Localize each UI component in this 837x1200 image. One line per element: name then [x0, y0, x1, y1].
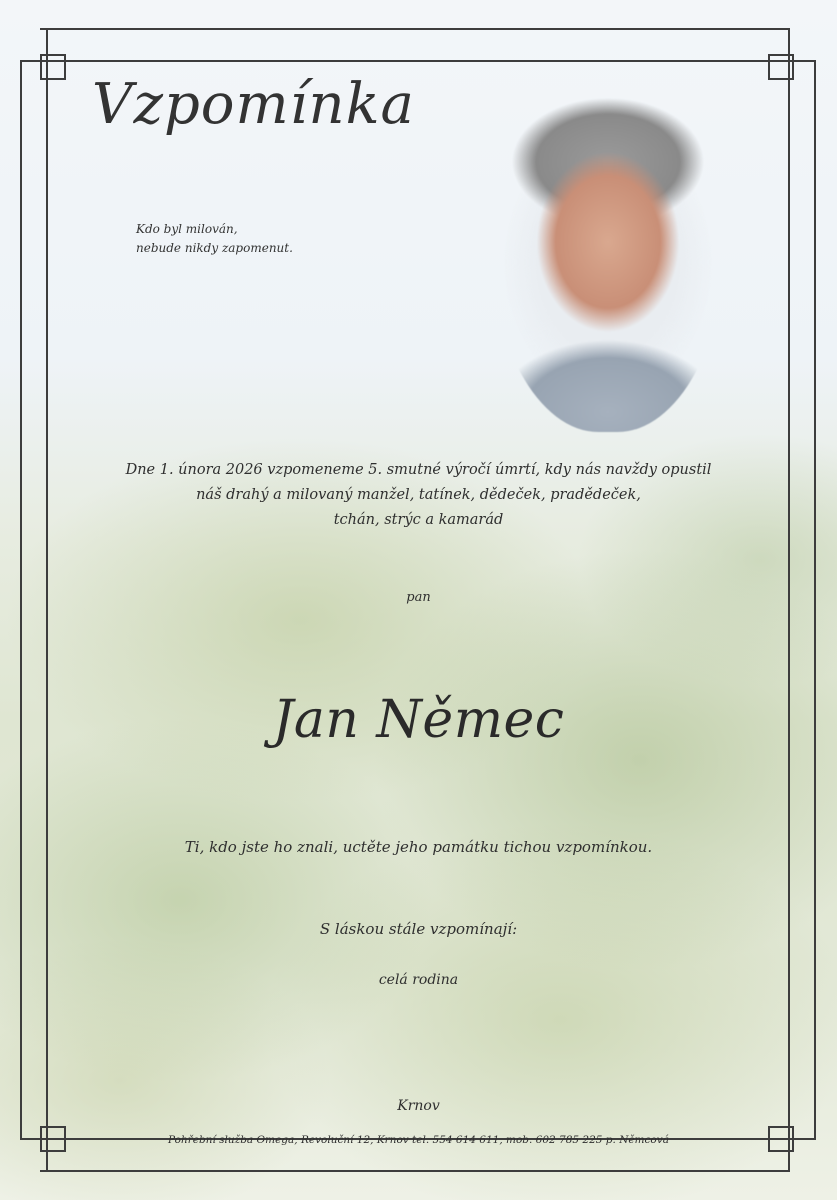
frame-corner-top-right	[768, 54, 794, 80]
city: Krnov	[397, 1098, 440, 1114]
tribute-text: Ti, kdo jste ho znali, uctěte jeho památku tichou vzpomínkou.	[184, 838, 653, 856]
remembrance-line: S láskou stále vzpomínají:	[319, 920, 518, 938]
frame-top-inner	[20, 60, 814, 62]
motto-line-1: Kdo byl milován,	[136, 222, 238, 236]
announcement	[0, 458, 837, 533]
motto	[136, 220, 293, 258]
motto-line-2: nebude nikdy zapomenut.	[136, 241, 293, 255]
announcement-line-1: Dne 1. února 2026 vzpomeneme 5. smutné výročí úmrtí, kdy nás navždy opustil	[125, 462, 712, 478]
announcement-line-2: náš drahý a milovaný manžel, tatínek, dědeček, pradědeček,	[196, 487, 641, 503]
frame-top-outer	[40, 28, 788, 30]
announcement-line-3: tchán, strýc a kamarád	[333, 512, 504, 528]
frame-corner-top-left	[40, 54, 66, 80]
deceased-name: Jan Němec	[272, 690, 565, 750]
family-signature: celá rodina	[378, 972, 459, 988]
funeral-service-footer: Pohřební služba Omega, Revoluční 12, Krnov tel. 554 614 611, mob. 602 785 225 p. Němcová	[168, 1134, 669, 1146]
portrait-photo	[488, 92, 728, 432]
card-title: Vzpomínka	[92, 72, 415, 137]
salutation: pan	[406, 590, 431, 605]
frame-bottom-outer	[40, 1170, 788, 1172]
